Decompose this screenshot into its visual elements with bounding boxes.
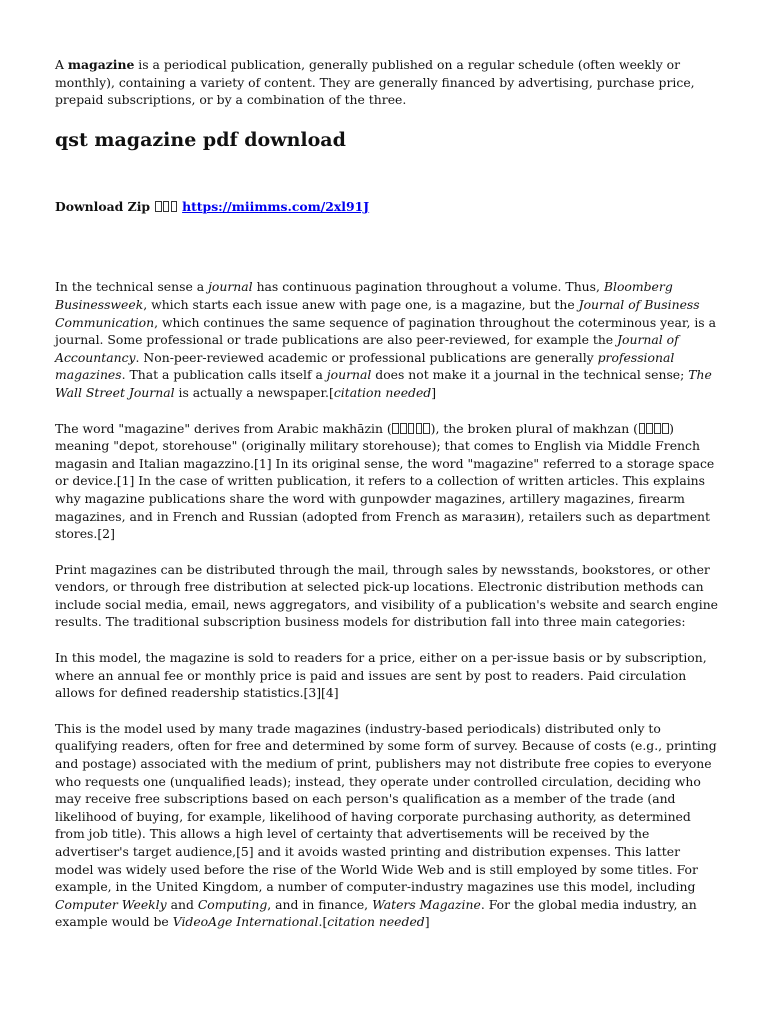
text-run: ), the broken plural of makhzan ( (430, 420, 638, 436)
text-run: does not make it a journal in the technical sense; (371, 367, 689, 383)
paragraph-distribution: Print magazines can be distributed through the mail, through sales by newsstands, bookstores, or other vendors, or through free distribution at selected pick-up locations. Electronic distribution methods can include social media, email, news aggregators, and visibility of a publication's website and search engine results. The traditional subscription business models for distribution fall into three main categories: (55, 561, 719, 630)
italic-run: Journal of Accountancy (55, 332, 679, 365)
paragraph-journal (55, 278, 720, 401)
arabic-glyph-icon (638, 421, 669, 436)
text-run: In the technical sense a (55, 279, 209, 295)
text-run: and (166, 896, 198, 912)
text-run: , and in finance, (267, 896, 373, 912)
intro-prefix: A (55, 57, 68, 72)
download-line (55, 198, 720, 216)
intro-bold-word: magazine (67, 57, 135, 72)
italic-run: Bloomberg Businessweek (55, 279, 673, 312)
italic-run: professional magazines (55, 349, 675, 383)
text-run: . For the global media industry, an example would be (55, 896, 697, 930)
italic-run: Computer Weekly (55, 896, 167, 912)
intro-paragraph (55, 56, 720, 109)
page-title: qst magazine pdf download (55, 128, 346, 151)
intro-text: is a periodical publication, generally published on a regular schedule (often weekly or monthly), containing a variety of content. They are generally financed by advertising, purchase price, prepaid subscriptions, or by a combination of the three. (55, 57, 695, 108)
text-run: , which continues the same sequence of pagination throughout the coterminous year, is a journal. Some professional or trade publications are also peer-reviewed, for example the (55, 314, 716, 348)
text-run: . Non-peer-reviewed academic or professional publications are generally (135, 349, 598, 365)
text-run: . That a publication calls itself a (121, 367, 327, 383)
italic-run: journal (326, 367, 372, 383)
text-run: ] (424, 914, 430, 930)
italic-run: The Wall Street Journal (55, 367, 712, 400)
download-label: Download Zip (55, 198, 151, 214)
italic-run: citation needed (327, 914, 425, 930)
text-run: has continuous pagination throughout a volume. Thus, (252, 279, 604, 295)
italic-run: Computing (197, 896, 268, 912)
text-run: ) meaning "depot, storehouse" (originally military storehouse); that comes to English via Middle French magasin and Italian magazzino.[1] In its original sense, the word "magazine" referred to a storage space or device.[1] In the case of written publication, it refers to a collection of written articles. This explains why magazine publications share the word with gunpowder magazines, artillery magazines, firearm magazines, and in French and Russian (adopted from French as магазин), retailers such as department stores.[2] (55, 420, 715, 542)
paragraph-etymology (55, 420, 720, 543)
text-run: The word "magazine" derives from Arabic makhāzin ( (55, 420, 392, 436)
text-run: .[ (318, 914, 328, 930)
download-link[interactable]: https://miimms.com/2xl91J (182, 198, 370, 214)
italic-run: Waters Magazine (372, 896, 481, 912)
arabic-glyph-icon (392, 421, 431, 436)
italic-run: VideoAge International (172, 914, 319, 930)
text-run: is actually a newspaper.[ (174, 384, 334, 400)
arrow-glyph-icon (154, 199, 177, 214)
italic-run: citation needed (333, 384, 432, 400)
italic-run: Journal of Business Communication (55, 296, 700, 330)
italic-run: journal (208, 279, 253, 295)
text-run: , which starts each issue anew with page one, is a magazine, but the (143, 296, 579, 312)
paragraph-paid-circulation: In this model, the magazine is sold to readers for a price, either on a per-issue basis or by subscription, where an annual fee or monthly price is paid and issues are sent by post to readers. Paid circulation allows for defined readership statistics.[3][4] (55, 650, 707, 701)
text-run: This is the model used by many trade magazines (industry-based periodicals) distributed only to qualifying readers, often for free and determined by some form of survey. Because of costs (e.g., printing and postage) associated with the medium of print, publishers may not distribute free copies to everyone who requests one (unqualified leads); instead, they operate under controlled circulation, deciding who may receive free subscriptions based on each person's qualification as a member of the trade (and likelihood of buying, for example, likelihood of having corporate purchasing authority, as determined from job title). This allows a high level of certainty that advertisements will be received by the advertiser's target audience,[5] and it avoids wasted printing and distribution expenses. This latter model was widely used before the rise of the World Wide Web and is still employed by some titles. For example, in the United Kingdom, a number of computer-industry magazines use this model, including (55, 720, 717, 895)
text-run: ] (431, 384, 437, 400)
paragraph-controlled-circulation (55, 720, 720, 931)
